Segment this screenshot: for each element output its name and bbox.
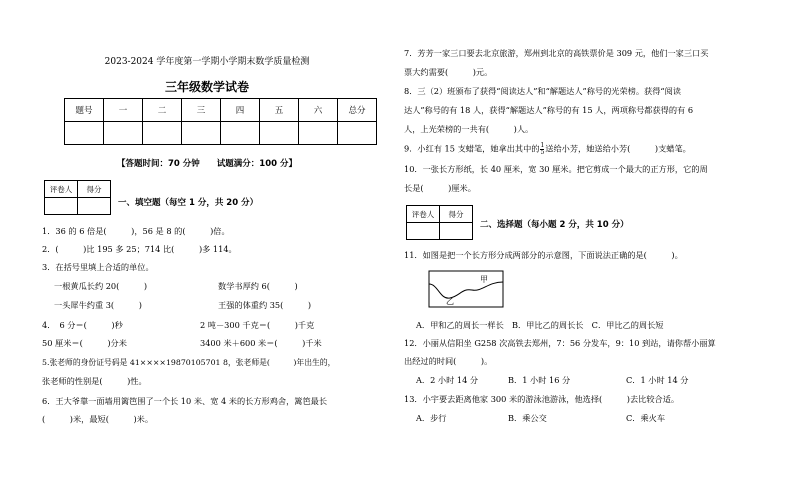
score-cell: 一 xyxy=(104,99,143,122)
q10-b: 长是( )厘米。 xyxy=(404,183,476,193)
q7-a: 7．芳芳一家三口要去北京旅游，郑州到北京的高铁票价是 309 元，他们一家三口买 xyxy=(404,48,709,58)
fraction-denominator: 5 xyxy=(540,149,545,156)
dividing-curve xyxy=(429,282,503,298)
q4-d: 3400 米＋600 米＝( )千米 xyxy=(200,338,322,348)
exam-subtitle: 2023-2024 学年度第一学期小学期末数学质量检测 xyxy=(104,57,310,67)
score-blank xyxy=(65,122,104,145)
q12-option-b: B．1 小时 16 分 xyxy=(508,375,571,385)
score-table xyxy=(64,98,377,145)
q13-option-c: C．乘火车 xyxy=(626,413,666,423)
q1: 1．36 的 6 倍是( )，56 是 8 的( )倍。 xyxy=(42,226,230,236)
q12-a: 12．小丽从信阳坐 G258 次高铁去郑州，7：56 分发车，9：10 到站，请你帮小丽算 xyxy=(404,338,716,348)
q3-a: 一根黄瓜长约 20( ) xyxy=(54,281,148,291)
exam-meta: 【答题时间：70 分钟 试题满分：100 分】 xyxy=(117,159,297,169)
q6-a: 6．王大爷靠一面墙用篱笆围了一个长 10 米、宽 4 米的长方形鸡舍，篱笆最长 xyxy=(42,396,328,406)
q3-c: 一头犀牛约重 3( ) xyxy=(54,300,142,310)
q4-a: 4． 6 分＝( )秒 xyxy=(42,320,123,330)
score-cell: 四 xyxy=(221,99,260,122)
score-cell: 题号 xyxy=(65,99,104,122)
label-yi: 乙 xyxy=(446,297,454,306)
rectangle-split-diagram xyxy=(428,270,504,308)
q3-b: 数学书厚约 6( ) xyxy=(218,281,298,291)
q2: 2．( )比 195 多 25；714 比( )多 114。 xyxy=(42,244,237,254)
q11-options: A．甲和乙的周长一样长 B．甲比乙的周长长 C．甲比乙的周长短 xyxy=(416,320,664,330)
score-blank xyxy=(104,122,143,145)
grader-label: 评卷人 xyxy=(407,206,440,223)
fraction-numerator: 1 xyxy=(540,142,545,149)
q8-a: 8．三（2）班颁布了获得“阅读达人”和“解题达人”称号的光荣榜。获得“阅读 xyxy=(404,86,681,96)
score-blank xyxy=(143,122,182,145)
score-cell: 总分 xyxy=(338,99,377,122)
fraction xyxy=(540,143,544,156)
q5-b: 张老师的性别是( )性。 xyxy=(42,376,147,386)
q8-c: 人，上光荣榜的一共有( )人。 xyxy=(404,124,534,134)
grader-box xyxy=(44,180,111,215)
q5-a: 5.张老师的身份证号码是 41××××19870105701 8，张老师是( )年出生的， xyxy=(42,358,336,367)
score-blank xyxy=(78,198,111,215)
q4-c: 50 厘米＝( )分米 xyxy=(42,338,127,348)
q6-b: ( )米，最短( )米。 xyxy=(42,414,154,424)
score-cell: 三 xyxy=(182,99,221,122)
score-label: 得分 xyxy=(78,181,111,198)
exam-title: 三年级数学试卷 xyxy=(164,80,249,94)
q3: 3．在括号里填上合适的单位。 xyxy=(42,262,154,272)
grader-blank xyxy=(407,223,440,240)
q7-b: 票大约需要( )元。 xyxy=(404,67,493,77)
q3-d: 王强的体重约 35( ) xyxy=(218,300,312,310)
q13-option-a: A．步行 xyxy=(416,413,447,423)
section2-title: 二、选择题（每小题 2 分，共 10 分） xyxy=(480,220,629,230)
q13: 13．小宇要去距离他家 300 米的游泳池游泳，他选择( )去比较合适。 xyxy=(404,394,680,404)
q12-b: 出经过的时间( )。 xyxy=(404,356,493,366)
score-cell: 二 xyxy=(143,99,182,122)
score-label: 得分 xyxy=(440,206,473,223)
rectangle-outline xyxy=(429,271,503,307)
q12-option-c: C．1 小时 14 分 xyxy=(626,375,689,385)
q9-part2: 送给小芳，她送给小芳( )支蜡笔。 xyxy=(545,143,691,154)
section1-title: 一、填空题（每空 1 分，共 20 分） xyxy=(118,198,259,208)
grader-label: 评卷人 xyxy=(45,181,78,198)
score-table-header-row xyxy=(65,99,377,122)
q10-a: 10．一张长方形纸，长 40 厘米，宽 30 厘米。把它剪成一个最大的正方形，它的周 xyxy=(404,164,708,174)
score-table-blank-row xyxy=(65,122,377,145)
q9-part1: 9．小红有 15 支蜡笔，她拿出其中的 xyxy=(404,143,540,154)
score-cell: 六 xyxy=(299,99,338,122)
q8-b: 达人”称号的有 18 人，获得“解题达人”称号的有 15 人，两项称号都获得的有 6 xyxy=(404,105,694,115)
score-blank xyxy=(260,122,299,145)
label-jia: 甲 xyxy=(480,275,488,284)
q11: 11．如图是把一个长方形分成两部分的示意图，下面说法正确的是( )。 xyxy=(404,250,683,260)
score-blank xyxy=(182,122,221,145)
q12-option-a: A．2 小时 14 分 xyxy=(416,375,479,385)
score-blank xyxy=(440,223,473,240)
score-cell: 五 xyxy=(260,99,299,122)
score-blank xyxy=(221,122,260,145)
q4-b: 2 吨－300 千克＝( )千克 xyxy=(200,320,315,330)
q9 xyxy=(404,143,691,156)
score-blank xyxy=(338,122,377,145)
score-blank xyxy=(299,122,338,145)
grader-box-2 xyxy=(406,205,473,240)
q13-option-b: B．乘公交 xyxy=(508,413,547,423)
grader-blank xyxy=(45,198,78,215)
